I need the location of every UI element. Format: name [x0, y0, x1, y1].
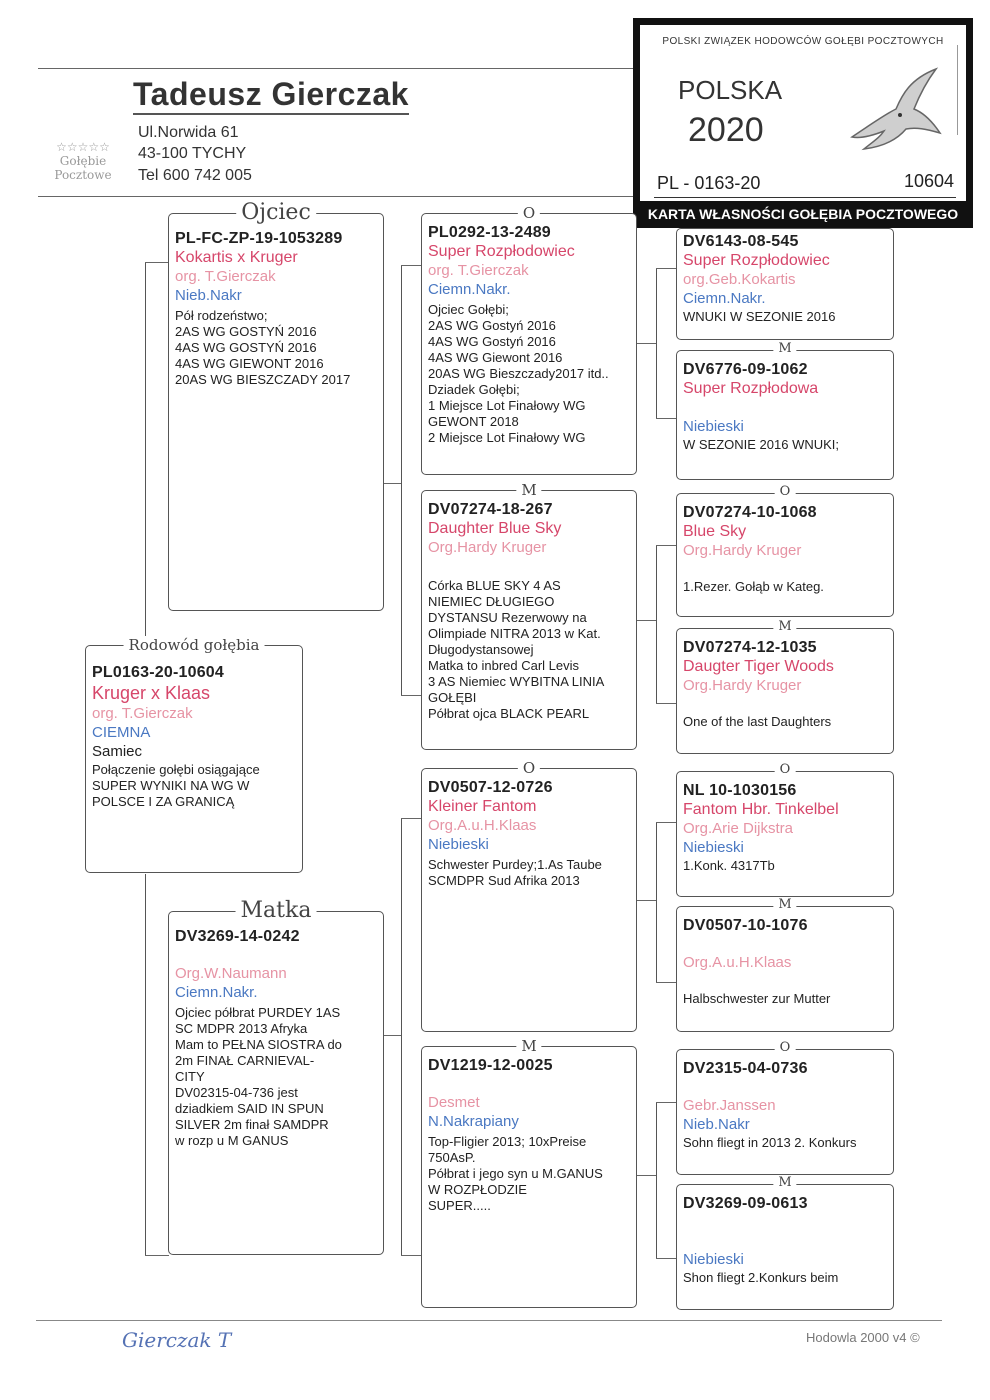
fff-description: WNUKI W SEZONIE 2016 [683, 309, 836, 324]
mf-legend: O [518, 759, 540, 777]
fmf-description: 1.Rezer. Gołąb w Kateg. [683, 579, 824, 594]
connector-mm-mid [637, 1175, 657, 1176]
fmm-description: One of the last Daughters [683, 714, 832, 729]
mf-breeder: Org.A.u.H.Klaas [428, 817, 537, 834]
father-name: Kokartis x Kruger [175, 249, 298, 266]
mf-color: Niebieski [428, 836, 489, 853]
fm-description: Córka BLUE SKY 4 AS NIEMIEC DŁUGIEGO DYSTANSU Rezerwowy na Olimpiade NITRA 2013 w Kat. Długodystansowej Matka to inbred Carl Levis 3 AS Niemiec WYBITNA LINIA GOŁĘBI Półbrat ojca BLACK PEARL [428, 578, 605, 721]
footer-rule [36, 1320, 942, 1321]
ownership-card-panel [640, 25, 966, 201]
connector-fmm-tick [656, 703, 676, 704]
mmf-ring: DV2315-04-0736 [683, 1060, 808, 1077]
signature: Gierczak T [122, 1328, 232, 1352]
father-ring: PL-FC-ZP-19-1053289 [175, 230, 343, 247]
connector-ffm-tick [656, 418, 676, 419]
fm-breeder: Org.Hardy Kruger [428, 539, 547, 556]
maternal-grandmother-card [421, 1037, 637, 1308]
mmf-legend: O [775, 1040, 796, 1055]
logo-line2: Pocztowe [54, 168, 112, 182]
connector-ff-branch [656, 268, 657, 418]
address-street: Ul.Norwida 61 [138, 124, 239, 141]
mmf-breeder: Gebr.Janssen [683, 1097, 776, 1114]
header-bottom-rule [38, 196, 638, 197]
software-credit: Hodowla 2000 v4 © [806, 1330, 920, 1345]
fmf-name: Blue Sky [683, 523, 747, 540]
connector-m-branch [401, 818, 402, 1255]
address-city: 43-100 TYCHY [138, 145, 247, 162]
mff-breeder: Org.Arie Dijkstra [683, 820, 794, 837]
mfm-card [676, 897, 894, 1032]
card-country: POLSKA [678, 75, 783, 105]
fmm-legend: M [773, 619, 796, 634]
ownership-card [633, 18, 973, 228]
mfm-ring: DV0507-10-1076 [683, 917, 808, 934]
fff-ring: DV6143-08-545 [683, 233, 799, 250]
maternal-grandfather-card [421, 759, 637, 1032]
mmm-ring: DV3269-09-0613 [683, 1195, 808, 1212]
connector-f-mid [384, 483, 402, 484]
paternal-grandfather-card [421, 204, 637, 475]
fm-name: Daughter Blue Sky [428, 520, 562, 537]
fmf-ring: DV07274-10-1068 [683, 504, 817, 521]
father-legend: Ojciec [236, 200, 316, 225]
mfm-description: Halbschwester zur Mutter [683, 991, 831, 1006]
phone-number: Tel 600 742 005 [138, 167, 252, 184]
connector-ff-tick [401, 265, 421, 266]
ff-breeder: org. T.Gierczak [428, 262, 529, 279]
connector-fm-branch [656, 545, 657, 703]
mother-color: Ciemn.Nakr. [175, 984, 258, 1001]
breeder-name: Tadeusz Gierczak [133, 76, 409, 115]
fmf-breeder: Org.Hardy Kruger [683, 542, 802, 559]
connector-f-branch [401, 265, 402, 695]
fmf-legend: O [775, 484, 796, 499]
connector-mf-tick [401, 818, 421, 819]
connector-father [145, 262, 146, 644]
connector-mmm-tick [656, 1258, 676, 1259]
mother-card [168, 898, 384, 1255]
mmm-color: Niebieski [683, 1251, 744, 1268]
mfm-breeder: Org.A.u.H.Klaas [683, 954, 792, 971]
fmm-name: Daugter Tiger Woods [683, 658, 834, 675]
father-color: Nieb.Nakr [175, 287, 242, 304]
connector-m-mid [384, 1035, 402, 1036]
fm-ring: DV07274-18-267 [428, 501, 553, 518]
mm-breeder: Desmet [428, 1094, 480, 1111]
mmm-description: Shon fliegt 2.Konkurs beim [683, 1270, 839, 1285]
ff-legend: O [518, 204, 540, 222]
ff-color: Ciemn.Nakr. [428, 281, 511, 298]
connector-mmf-tick [656, 1102, 676, 1103]
connector-ff-mid [637, 343, 657, 344]
mf-ring: DV0507-12-0726 [428, 779, 553, 796]
subject-color: CIEMNA [92, 724, 151, 741]
fm-legend: M [516, 481, 541, 499]
mff-name: Fantom Hbr. Tinkelbel [683, 801, 839, 818]
father-description: Pół rodzeństwo; 2AS WG GOSTYŃ 2016 4AS WG GOSTYŃ 2016 4AS WG GIEWONT 2016 20AS WG BIESZCZADY 2017 [175, 308, 351, 387]
connector-fmf-tick [656, 545, 676, 546]
ffm-color: Niebieski [683, 418, 744, 435]
mfm-legend: M [773, 897, 796, 912]
fff-card [676, 228, 894, 340]
card-edge-mark [957, 45, 958, 135]
mother-breeder: Org.W.Naumann [175, 965, 287, 982]
ffm-card [676, 341, 894, 480]
connector-fm-mid [637, 620, 657, 621]
connector-mother-tick [145, 1255, 169, 1256]
mmf-color: Nieb.Nakr [683, 1116, 750, 1133]
mff-description: 1.Konk. 4317Tb [683, 858, 775, 873]
ff-name: Super Rozpłodowiec [428, 243, 575, 260]
fmm-card [676, 619, 894, 754]
card-ring-number: 10604 [903, 171, 954, 191]
mmm-legend: M [773, 1175, 796, 1190]
mff-color: Niebieski [683, 839, 744, 856]
fff-color: Ciemn.Nakr. [683, 290, 766, 307]
fmm-breeder: Org.Hardy Kruger [683, 677, 802, 694]
logo-stars-icon: ☆☆☆☆☆ [56, 140, 110, 154]
card-year: 2020 [688, 111, 764, 149]
connector-mm-branch [656, 1102, 657, 1258]
father-card [168, 200, 384, 611]
card-bottom-label: KARTA WŁASNOŚCI GOŁĘBIA POCZTOWEGO [647, 206, 959, 222]
fmm-ring: DV07274-12-1035 [683, 639, 817, 656]
card-ring-prefix: PL - 0163-20 [657, 173, 761, 193]
fff-name: Super Rozpłodowiec [683, 252, 830, 269]
connector-mf-branch [656, 822, 657, 982]
mm-description: Top-Fligier 2013; 10xPreise 750AsP. Półbrat i jego syn u M.GANUS W ROZPŁODZIE SUPER..... [428, 1134, 603, 1213]
subject-ring: PL0163-20-10604 [92, 664, 224, 681]
mmf-description: Sohn fliegt in 2013 2. Konkurs [683, 1135, 857, 1150]
mff-card [676, 762, 894, 897]
pedigree-subject-card [85, 636, 303, 873]
mother-description: Ojciec półbrat PURDEY 1AS SC MDPR 2013 Afryka Mam to PEŁNA SIOSTRA do 2m FINAŁ CARNIEVAL- CITY DV02315-04-736 jest dziadkiem SAID IN SPUN SILVER 2m finał SAMDPR w rozp u M GANUS [175, 1005, 342, 1148]
ffm-description: W SEZONIE 2016 WNUKI; [683, 437, 840, 452]
breeder-logo [42, 140, 124, 182]
subject-legend: Rodowód gołębia [124, 636, 265, 654]
mm-color: N.Nakrapiany [428, 1113, 519, 1130]
mff-ring: NL 10-1030156 [683, 782, 797, 799]
father-breeder: org. T.Gierczak [175, 268, 276, 285]
subject-name: Kruger x Klaas [92, 683, 211, 703]
paternal-grandmother-card [421, 481, 637, 750]
fff-breeder: org.Geb.Kokartis [683, 271, 796, 288]
mother-legend: Matka [236, 898, 317, 923]
subject-description: Połączenie gołębi osiągające SUPER WYNIKI NA WG W POLSCE I ZA GRANICĄ [92, 762, 260, 809]
mff-legend: O [775, 762, 796, 777]
ffm-ring: DV6776-09-1062 [683, 361, 808, 378]
mmf-card [676, 1040, 894, 1175]
mm-ring: DV1219-12-0025 [428, 1057, 553, 1074]
connector-mother [145, 874, 146, 1256]
mf-name: Kleiner Fantom [428, 798, 537, 815]
pigeon-icon [840, 55, 950, 165]
fmf-card [676, 484, 894, 617]
mf-description: Schwester Purdey;1.As Taube SCMDPR Sud Afrika 2013 [428, 857, 602, 888]
connector-mf-mid [637, 900, 657, 901]
connector-mff-tick [656, 822, 676, 823]
connector-fm-tick [401, 695, 421, 696]
ffm-legend: M [773, 341, 796, 356]
subject-breeder: org. T.Gierczak [92, 705, 193, 722]
header-top-rule [38, 68, 638, 69]
logo-line1: Gołębie [59, 154, 107, 168]
mmm-card [676, 1175, 894, 1310]
connector-father-tick [145, 262, 169, 263]
connector-fff-tick [656, 268, 676, 269]
mother-ring: DV3269-14-0242 [175, 928, 300, 945]
card-ring-line [654, 197, 956, 198]
ffm-name: Super Rozpłodowa [683, 380, 819, 397]
card-title: POLSKI ZWIĄZEK HODOWCÓW GOŁĘBI POCZTOWYCH [662, 36, 944, 47]
ff-description: Ojciec Gołębi; 2AS WG Gostyń 2016 4AS WG Gostyń 2016 4AS WG Giewont 2016 20AS WG Bieszczady2017 itd.. Dziadek Gołębi; 1 Miejsce Lot Finałowy WG GEWONT 2018 2 Miejsce Lot Finałowy WG [428, 302, 609, 445]
subject-sex: Samiec [92, 743, 143, 760]
connector-mfm-tick [656, 982, 676, 983]
connector-mm-tick [401, 1255, 421, 1256]
mm-legend: M [516, 1037, 541, 1055]
ff-ring: PL0292-13-2489 [428, 224, 551, 241]
